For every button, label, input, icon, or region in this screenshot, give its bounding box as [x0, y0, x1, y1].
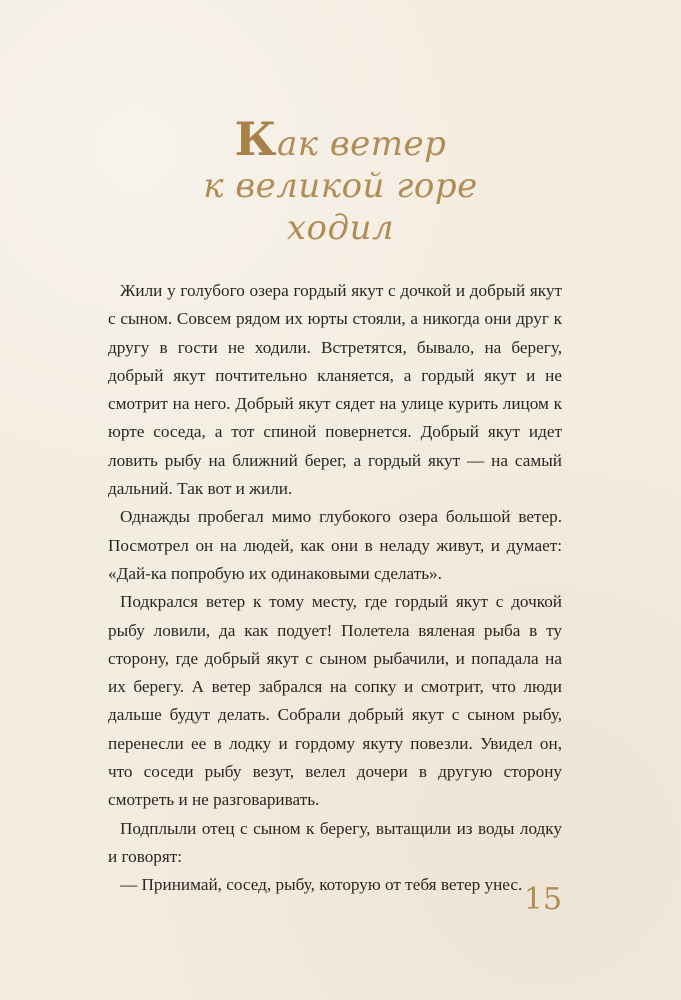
title-line-1	[0, 112, 681, 166]
paragraph-2: Однажды пробегал мимо глубокого озера большой ветер. Посмотрел он на людей, как они в неладу живут, и думает: «Дай-ка попробую их одинаковыми сделать».	[108, 507, 562, 583]
title-line-1-text: ак ветер	[276, 124, 447, 164]
paragraph-4: Подплыли отец с сыном к берегу, вытащили из воды лодку и говорят:	[108, 818, 562, 866]
title-line-3: ходил	[286, 208, 395, 248]
title-dropcap: К	[234, 112, 277, 166]
story-title	[0, 112, 681, 249]
story-text	[108, 277, 562, 900]
paragraph-1: Жили у голубого озера гордый якут с дочкой и добрый якут с сыном. Совсем рядом их юрты стояли, а никогда они друг к другу в гости не ходили. Встретятся, бывало, на берегу, добрый якут почтительно кланяется, а гордый якут и не смотрит на него. Добрый якут сядет на улице курить лицом к юрте соседа, а тот спиной повернется. Добрый якут идет ловить рыбу на ближний берег, а гордый якут — на самый дальний. Так вот и жили.	[108, 281, 562, 499]
paragraph-5: — Принимай, сосед, рыбу, которую от тебя ветер унес.	[120, 875, 523, 895]
title-line-2: к великой горе	[203, 166, 478, 206]
page-number: 15	[523, 882, 563, 917]
paragraph-3: Подкрался ветер к тому месту, где гордый якут с дочкой рыбу ловили, да как подует! Полетела вяленая рыба в ту сторону, где добрый якут с сыном рыбачили, и попадала на их берегу. А ветер забрался на сопку и смотрит, что люди дальше будут делать. Собрали добрый якут с сыном рыбу, перенесли ее в лодку и гордому якуту повезли. Увидел он, что соседи рыбу везут, велел дочери в другую сторону смотреть и не разговаривать.	[108, 592, 562, 810]
